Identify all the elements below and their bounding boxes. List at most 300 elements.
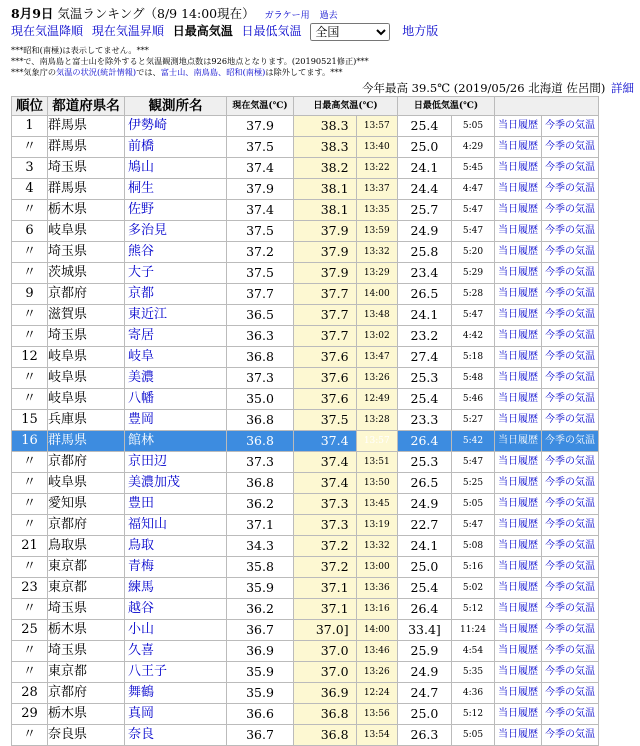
- today-history-link[interactable]: 当日履歴: [495, 452, 542, 473]
- rank-cell: 〃: [12, 599, 48, 620]
- rank-cell: 〃: [12, 515, 48, 536]
- season-temp-link[interactable]: 今季の気温: [542, 641, 599, 662]
- table-row[interactable]: [12, 158, 599, 179]
- season-temp-link[interactable]: 今季の気温: [542, 452, 599, 473]
- rank-cell: 28: [12, 683, 48, 704]
- table-row[interactable]: [12, 557, 599, 578]
- today-history-link[interactable]: 当日履歴: [495, 116, 542, 137]
- pref-cell: 東京都: [48, 662, 125, 683]
- min-time-cell: 5:05: [451, 725, 494, 746]
- year-max: [362, 80, 634, 96]
- table-row[interactable]: [12, 200, 599, 221]
- season-temp-link[interactable]: 今季の気温: [542, 200, 599, 221]
- now-temp-cell: 36.8: [227, 410, 294, 431]
- max-temp-cell: 37.0]: [294, 620, 357, 641]
- max-time-cell: 13:51: [356, 452, 397, 473]
- season-temp-link[interactable]: 今季の気温: [542, 494, 599, 515]
- table-row[interactable]: [12, 494, 599, 515]
- today-history-link[interactable]: 当日履歴: [495, 704, 542, 725]
- today-history-link[interactable]: 当日履歴: [495, 242, 542, 263]
- max-temp-cell: 37.9: [294, 242, 357, 263]
- min-temp-cell: 33.4]: [398, 620, 452, 641]
- station-link[interactable]: 岐阜: [125, 347, 227, 368]
- max-temp-cell: 37.3: [294, 515, 357, 536]
- season-temp-link[interactable]: 今季の気温: [542, 284, 599, 305]
- season-temp-link[interactable]: 今季の気温: [542, 137, 599, 158]
- rank-cell: 〃: [12, 242, 48, 263]
- table-row[interactable]: [12, 389, 599, 410]
- today-history-link[interactable]: 当日履歴: [495, 599, 542, 620]
- pref-cell: 兵庫県: [48, 410, 125, 431]
- pref-cell: 滋賀県: [48, 305, 125, 326]
- min-temp-cell: 23.3: [398, 410, 452, 431]
- now-temp-cell: 37.2: [227, 242, 294, 263]
- now-temp-cell: 35.0: [227, 389, 294, 410]
- rank-cell: 21: [12, 536, 48, 557]
- station-link[interactable]: 館林: [125, 431, 227, 452]
- season-temp-link[interactable]: 今季の気温: [542, 179, 599, 200]
- season-temp-link[interactable]: 今季の気温: [542, 725, 599, 746]
- rank-cell: 1: [12, 116, 48, 137]
- max-temp-cell: 37.7: [294, 305, 357, 326]
- max-temp-cell: 37.7: [294, 284, 357, 305]
- station-link[interactable]: 八幡: [125, 389, 227, 410]
- station-link[interactable]: 熊谷: [125, 242, 227, 263]
- table-row[interactable]: [12, 179, 599, 200]
- rank-cell: 〃: [12, 452, 48, 473]
- min-temp-cell: 25.3: [398, 368, 452, 389]
- table-row[interactable]: [12, 263, 599, 284]
- season-temp-link[interactable]: 今季の気温: [542, 242, 599, 263]
- season-temp-link[interactable]: 今季の気温: [542, 662, 599, 683]
- note-line: [11, 67, 369, 78]
- page-title: 気温ランキング（8/9 14:00現在）: [57, 6, 255, 21]
- max-time-cell: 13:35: [356, 200, 397, 221]
- max-temp-cell: 38.3: [294, 116, 357, 137]
- station-link[interactable]: 鳩山: [125, 158, 227, 179]
- min-time-cell: 4:42: [451, 326, 494, 347]
- station-link[interactable]: 舞鶴: [125, 683, 227, 704]
- table-row[interactable]: [12, 452, 599, 473]
- pref-cell: 群馬県: [48, 431, 125, 452]
- min-time-cell: 5:47: [451, 200, 494, 221]
- min-temp-cell: 25.0: [398, 557, 452, 578]
- max-temp-cell: 37.9: [294, 263, 357, 284]
- station-header: 観測所名: [125, 97, 227, 116]
- rank-cell: 〃: [12, 368, 48, 389]
- season-temp-link[interactable]: 今季の気温: [542, 473, 599, 494]
- min-temp-cell: 24.1: [398, 158, 452, 179]
- station-link[interactable]: 美濃: [125, 368, 227, 389]
- pref-cell: 埼玉県: [48, 641, 125, 662]
- max-temp-cell: 37.4: [294, 452, 357, 473]
- today-history-link[interactable]: 当日履歴: [495, 221, 542, 242]
- now-temp-cell: 35.8: [227, 557, 294, 578]
- min-time-cell: 11:24: [451, 620, 494, 641]
- station-link[interactable]: 奈良: [125, 725, 227, 746]
- station-link[interactable]: 真岡: [125, 704, 227, 725]
- max-time-cell: 12:24: [356, 683, 397, 704]
- station-link[interactable]: 佐野: [125, 200, 227, 221]
- now-temp-cell: 37.9: [227, 116, 294, 137]
- max-temp-cell: 37.2: [294, 536, 357, 557]
- today-history-link[interactable]: 当日履歴: [495, 200, 542, 221]
- today-history-link[interactable]: 当日履歴: [495, 515, 542, 536]
- min-time-cell: 5:05: [451, 494, 494, 515]
- season-temp-link[interactable]: 今季の気温: [542, 326, 599, 347]
- now-temp-cell: 36.3: [227, 326, 294, 347]
- today-history-link[interactable]: 当日履歴: [495, 473, 542, 494]
- now-temp-cell: 37.4: [227, 200, 294, 221]
- min-time-cell: 5:12: [451, 599, 494, 620]
- table-row[interactable]: [12, 221, 599, 242]
- page-date: 8月9日: [11, 6, 54, 21]
- min-time-cell: 4:47: [451, 179, 494, 200]
- rank-cell: 23: [12, 578, 48, 599]
- rank-cell: 〃: [12, 389, 48, 410]
- past-link[interactable]: 過去: [319, 11, 338, 21]
- max-time-cell: 13:46: [356, 641, 397, 662]
- min-temp-cell: 22.7: [398, 515, 452, 536]
- table-row[interactable]: [12, 725, 599, 746]
- min-time-cell: 5:02: [451, 578, 494, 599]
- station-link[interactable]: 久喜: [125, 641, 227, 662]
- min-temp-header: 日最低気温(℃): [398, 97, 495, 116]
- today-history-link[interactable]: 当日履歴: [495, 494, 542, 515]
- today-history-link[interactable]: 当日履歴: [495, 410, 542, 431]
- max-temp-cell: 37.4: [294, 431, 357, 452]
- max-temp-cell: 37.0: [294, 662, 357, 683]
- pref-cell: 栃木県: [48, 620, 125, 641]
- links-header: [495, 97, 599, 116]
- ranking-table: [11, 96, 599, 746]
- table-row[interactable]: [12, 662, 599, 683]
- max-time-cell: 13:37: [356, 179, 397, 200]
- today-history-link[interactable]: 当日履歴: [495, 578, 542, 599]
- max-time-cell: 13:45: [356, 494, 397, 515]
- now-temp-cell: 37.1: [227, 515, 294, 536]
- station-link[interactable]: 美濃加茂: [125, 473, 227, 494]
- today-history-link[interactable]: 当日履歴: [495, 662, 542, 683]
- season-temp-link[interactable]: 今季の気温: [542, 515, 599, 536]
- max-time-cell: 13:02: [356, 326, 397, 347]
- pref-cell: 奈良県: [48, 725, 125, 746]
- table-row[interactable]: [12, 704, 599, 725]
- min-temp-cell: 24.9: [398, 494, 452, 515]
- season-temp-link[interactable]: 今季の気温: [542, 389, 599, 410]
- rank-cell: 4: [12, 179, 48, 200]
- today-history-link[interactable]: 当日履歴: [495, 158, 542, 179]
- min-temp-cell: 24.1: [398, 305, 452, 326]
- pref-cell: 東京都: [48, 557, 125, 578]
- max-time-cell: 13:00: [356, 557, 397, 578]
- station-link[interactable]: 小山: [125, 620, 227, 641]
- today-history-link[interactable]: 当日履歴: [495, 347, 542, 368]
- min-time-cell: 5:08: [451, 536, 494, 557]
- today-history-link[interactable]: 当日履歴: [495, 263, 542, 284]
- rank-cell: 〃: [12, 326, 48, 347]
- station-link[interactable]: 越谷: [125, 599, 227, 620]
- today-history-link[interactable]: 当日履歴: [495, 641, 542, 662]
- station-link[interactable]: 豊岡: [125, 410, 227, 431]
- current-temp-desc-link[interactable]: 現在気温降順: [11, 24, 84, 38]
- min-time-cell: 5:47: [451, 515, 494, 536]
- rank-cell: 〃: [12, 725, 48, 746]
- table-row[interactable]: [12, 620, 599, 641]
- today-history-link[interactable]: 当日履歴: [495, 305, 542, 326]
- pref-cell: 茨城県: [48, 263, 125, 284]
- table-row[interactable]: [12, 515, 599, 536]
- max-temp-cell: 37.1: [294, 599, 357, 620]
- table-row[interactable]: [12, 578, 599, 599]
- today-history-link[interactable]: 当日履歴: [495, 179, 542, 200]
- table-row[interactable]: [12, 599, 599, 620]
- min-temp-cell: 23.4: [398, 263, 452, 284]
- now-temp-cell: 37.4: [227, 158, 294, 179]
- table-row[interactable]: [12, 473, 599, 494]
- max-time-cell: 14:00: [356, 284, 397, 305]
- max-time-cell: 13:57: [356, 431, 397, 452]
- regional-version-link[interactable]: 地方版: [402, 24, 439, 38]
- today-history-link[interactable]: 当日履歴: [495, 284, 542, 305]
- min-time-cell: 5:47: [451, 305, 494, 326]
- season-temp-link[interactable]: 今季の気温: [542, 578, 599, 599]
- season-temp-link[interactable]: 今季の気温: [542, 683, 599, 704]
- rank-cell: 〃: [12, 662, 48, 683]
- max-temp-cell: 37.0: [294, 641, 357, 662]
- season-temp-link[interactable]: 今季の気温: [542, 704, 599, 725]
- min-temp-cell: 24.1: [398, 536, 452, 557]
- station-link[interactable]: 桐生: [125, 179, 227, 200]
- now-temp-cell: 36.8: [227, 431, 294, 452]
- max-time-cell: 12:49: [356, 389, 397, 410]
- max-time-cell: 13:47: [356, 347, 397, 368]
- today-history-link[interactable]: 当日履歴: [495, 620, 542, 641]
- excluded-stations-link[interactable]: 富士山、南鳥島、昭和(南極): [160, 67, 266, 77]
- rank-cell: 3: [12, 158, 48, 179]
- station-link[interactable]: 福知山: [125, 515, 227, 536]
- min-temp-cell: 25.9: [398, 641, 452, 662]
- max-temp-cell: 37.7: [294, 326, 357, 347]
- station-link[interactable]: 八王子: [125, 662, 227, 683]
- max-temp-cell: 36.8: [294, 704, 357, 725]
- now-temp-cell: 36.8: [227, 473, 294, 494]
- pref-cell: 鳥取県: [48, 536, 125, 557]
- min-time-cell: 5:48: [451, 368, 494, 389]
- station-link[interactable]: 多治見: [125, 221, 227, 242]
- table-row[interactable]: [12, 368, 599, 389]
- max-time-cell: 13:57: [356, 116, 397, 137]
- min-temp-cell: 24.4: [398, 179, 452, 200]
- max-temp-cell: 36.9: [294, 683, 357, 704]
- max-time-cell: 13:54: [356, 725, 397, 746]
- min-time-cell: 5:47: [451, 452, 494, 473]
- region-select[interactable]: [310, 23, 390, 41]
- today-history-link[interactable]: 当日履歴: [495, 137, 542, 158]
- min-time-cell: 5:42: [451, 431, 494, 452]
- pref-cell: 東京都: [48, 578, 125, 599]
- today-history-link[interactable]: 当日履歴: [495, 368, 542, 389]
- min-time-cell: 5:05: [451, 116, 494, 137]
- now-temp-cell: 37.3: [227, 452, 294, 473]
- min-temp-cell: 25.4: [398, 116, 452, 137]
- today-history-link[interactable]: 当日履歴: [495, 431, 542, 452]
- station-link[interactable]: 伊勢崎: [125, 116, 227, 137]
- rank-cell: 〃: [12, 200, 48, 221]
- min-temp-cell: 24.7: [398, 683, 452, 704]
- min-temp-cell: 25.4: [398, 578, 452, 599]
- max-temp-cell: 37.6: [294, 368, 357, 389]
- header: [11, 4, 338, 22]
- now-temp-cell: 36.8: [227, 347, 294, 368]
- pref-cell: 群馬県: [48, 116, 125, 137]
- max-time-cell: 13:19: [356, 515, 397, 536]
- min-time-cell: 4:54: [451, 641, 494, 662]
- rank-cell: 〃: [12, 263, 48, 284]
- max-temp-cell: 37.5: [294, 410, 357, 431]
- feature-phone-link[interactable]: ガラケー用: [264, 11, 310, 21]
- rank-cell: 〃: [12, 557, 48, 578]
- max-time-cell: 13:28: [356, 410, 397, 431]
- min-time-cell: 4:29: [451, 137, 494, 158]
- season-temp-link[interactable]: 今季の気温: [542, 599, 599, 620]
- min-time-cell: 5:20: [451, 242, 494, 263]
- pref-cell: 埼玉県: [48, 242, 125, 263]
- rank-cell: 9: [12, 284, 48, 305]
- max-temp-cell: 38.1: [294, 179, 357, 200]
- max-temp-cell: 37.1: [294, 578, 357, 599]
- pref-cell: 栃木県: [48, 200, 125, 221]
- station-link[interactable]: 青梅: [125, 557, 227, 578]
- min-temp-cell: 26.4: [398, 599, 452, 620]
- max-temp-cell: 37.3: [294, 494, 357, 515]
- table-row[interactable]: [12, 326, 599, 347]
- pref-cell: 京都府: [48, 284, 125, 305]
- table-row[interactable]: [12, 410, 599, 431]
- pref-cell: 岐阜県: [48, 389, 125, 410]
- min-time-cell: 5:16: [451, 557, 494, 578]
- pref-header: 都道府県名: [48, 97, 125, 116]
- season-temp-link[interactable]: 今季の気温: [542, 620, 599, 641]
- rank-cell: 〃: [12, 641, 48, 662]
- rank-cell: 25: [12, 620, 48, 641]
- station-link[interactable]: 豊田: [125, 494, 227, 515]
- station-link[interactable]: 鳥取: [125, 536, 227, 557]
- today-history-link[interactable]: 当日履歴: [495, 536, 542, 557]
- max-temp-cell: 37.6: [294, 347, 357, 368]
- station-link[interactable]: 東近江: [125, 305, 227, 326]
- pref-cell: 埼玉県: [48, 599, 125, 620]
- now-temp-cell: 37.7: [227, 284, 294, 305]
- now-temp-cell: 34.3: [227, 536, 294, 557]
- year-max-label: 今年最高 39.5℃ (2019/05/26 北海道 佐呂間): [361, 81, 606, 95]
- max-time-cell: 13:59: [356, 221, 397, 242]
- rank-cell: 〃: [12, 473, 48, 494]
- table-row[interactable]: [12, 683, 599, 704]
- table-row[interactable]: [12, 137, 599, 158]
- today-history-link[interactable]: 当日履歴: [495, 389, 542, 410]
- now-temp-cell: 36.2: [227, 494, 294, 515]
- station-link[interactable]: 前橋: [125, 137, 227, 158]
- table-row[interactable]: [12, 431, 599, 452]
- current-temp-asc-link[interactable]: 現在気温昇順: [91, 24, 164, 38]
- detail-link[interactable]: 詳細: [611, 81, 634, 95]
- season-temp-link[interactable]: 今季の気温: [542, 536, 599, 557]
- pref-cell: 京都府: [48, 452, 125, 473]
- table-row[interactable]: [12, 347, 599, 368]
- min-temp-cell: 25.4: [398, 389, 452, 410]
- min-temp-cell: 26.5: [398, 473, 452, 494]
- pref-cell: 岐阜県: [48, 221, 125, 242]
- now-temp-cell: 36.7: [227, 725, 294, 746]
- now-temp-cell: 36.6: [227, 704, 294, 725]
- season-temp-link[interactable]: 今季の気温: [542, 410, 599, 431]
- season-temp-link[interactable]: 今季の気温: [542, 347, 599, 368]
- min-temp-cell: 25.0: [398, 704, 452, 725]
- rank-cell: 6: [12, 221, 48, 242]
- now-temp-cell: 36.7: [227, 620, 294, 641]
- station-link[interactable]: 京都: [125, 284, 227, 305]
- min-time-cell: 4:36: [451, 683, 494, 704]
- station-link[interactable]: 練馬: [125, 578, 227, 599]
- station-link[interactable]: 京田辺: [125, 452, 227, 473]
- max-time-cell: 14:00: [356, 620, 397, 641]
- now-temp-cell: 37.5: [227, 221, 294, 242]
- min-temp-cell: 23.2: [398, 326, 452, 347]
- table-row[interactable]: [12, 116, 599, 137]
- table-row[interactable]: [12, 242, 599, 263]
- today-history-link[interactable]: 当日履歴: [495, 725, 542, 746]
- rank-cell: 15: [12, 410, 48, 431]
- min-time-cell: 5:27: [451, 410, 494, 431]
- table-row[interactable]: [12, 305, 599, 326]
- season-temp-link[interactable]: 今季の気温: [542, 158, 599, 179]
- today-history-link[interactable]: 当日履歴: [495, 557, 542, 578]
- now-temp-cell: 37.9: [227, 179, 294, 200]
- max-time-cell: 13:48: [356, 305, 397, 326]
- season-temp-link[interactable]: 今季の気温: [542, 116, 599, 137]
- notes: [11, 45, 369, 78]
- min-temp-cell: 24.9: [398, 662, 452, 683]
- rank-cell: 16: [12, 431, 48, 452]
- max-time-cell: 13:56: [356, 704, 397, 725]
- season-temp-link[interactable]: 今季の気温: [542, 305, 599, 326]
- statistics-link[interactable]: 気温の状況(統計情報): [56, 67, 137, 77]
- rank-cell: 29: [12, 704, 48, 725]
- season-temp-link[interactable]: 今季の気温: [542, 431, 599, 452]
- station-link[interactable]: 大子: [125, 263, 227, 284]
- table-row[interactable]: [12, 536, 599, 557]
- season-temp-link[interactable]: 今季の気温: [542, 221, 599, 242]
- season-temp-link[interactable]: 今季の気温: [542, 263, 599, 284]
- max-time-cell: 13:36: [356, 578, 397, 599]
- season-temp-link[interactable]: 今季の気温: [542, 368, 599, 389]
- ranking-nav: [11, 22, 443, 41]
- pref-cell: 岐阜県: [48, 473, 125, 494]
- today-history-link[interactable]: 当日履歴: [495, 683, 542, 704]
- table-row[interactable]: [12, 641, 599, 662]
- daily-min-link[interactable]: 日最低気温: [241, 24, 302, 38]
- today-history-link[interactable]: 当日履歴: [495, 326, 542, 347]
- daily-max-current: 日最高気温: [172, 24, 233, 38]
- min-temp-cell: 26.3: [398, 725, 452, 746]
- min-temp-cell: 24.9: [398, 221, 452, 242]
- table-header-row: [12, 97, 599, 116]
- now-temp-header: 現在気温(℃): [227, 97, 294, 116]
- station-link[interactable]: 寄居: [125, 326, 227, 347]
- table-row[interactable]: [12, 284, 599, 305]
- season-temp-link[interactable]: 今季の気温: [542, 557, 599, 578]
